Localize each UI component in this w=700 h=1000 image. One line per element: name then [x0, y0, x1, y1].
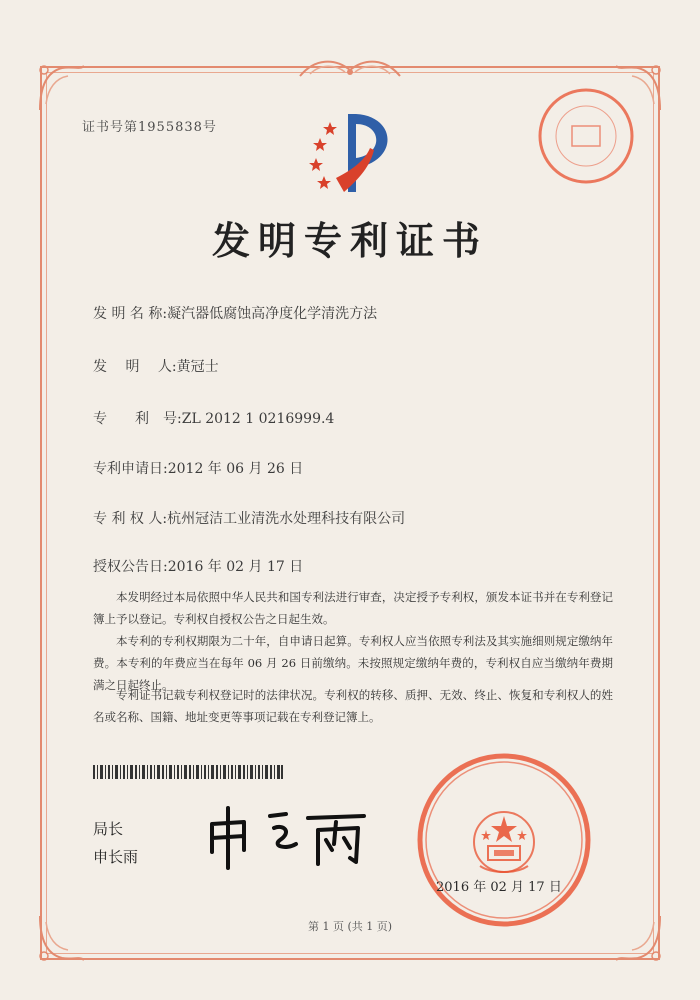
- field-value: 黄冠士: [176, 359, 219, 375]
- field-label: 授权公告日:: [93, 559, 168, 575]
- corner-ornament-icon: [608, 908, 668, 968]
- field-value: 2012 年 06 月 26 日: [167, 461, 304, 477]
- field-label: 专 利 权 人:: [93, 511, 168, 527]
- body-paragraph: 本发明经过本局依照中华人民共和国专利法进行审查，决定授予专利权，颁发本证书并在专利登记簿上予以登记。专利权自授权公告之日起生效。: [93, 590, 613, 626]
- page-number: 第 1 页 (共 1 页): [307, 920, 393, 933]
- field-value: ZL 2012 1 0216999.4: [181, 411, 335, 427]
- field-application-date: [93, 458, 303, 478]
- field-value: 2016 年 02 月 17 日: [167, 559, 304, 575]
- top-ornament-icon: [290, 52, 410, 84]
- field-label: 发 明 名 称:: [93, 306, 168, 322]
- field-inventor: [93, 356, 219, 376]
- corner-ornament-icon: [32, 908, 92, 968]
- tax-stamp-icon: [536, 86, 636, 186]
- field-label: 专 利 号:: [93, 411, 182, 427]
- field-label: 发 明 人:: [93, 359, 177, 375]
- field-patent-number: [93, 408, 334, 428]
- field-grant-date: [93, 556, 303, 576]
- body-paragraph: 本专利的专利权期限为二十年，自申请日起算。专利权人应当依照专利法及其实施细则规定缴纳年费。本专利的年费应当在每年 06 月 26 日前缴纳。未按照规定缴纳年费的，专利权自应当缴纳年费期满之日起终止。: [93, 634, 613, 692]
- field-label: 专利申请日:: [93, 461, 168, 477]
- barcode-icon: [93, 765, 283, 779]
- seal-date: 2016 年 02 月 17 日: [436, 880, 562, 895]
- field-value: 杭州冠洁工业清洗水处理科技有限公司: [167, 511, 406, 527]
- certificate-number: 证书号第1955838号: [82, 120, 217, 135]
- handwritten-signature-icon: [200, 794, 370, 874]
- certificate-title: 发明专利证书: [211, 218, 488, 263]
- signatory-title: 局长: [93, 820, 124, 838]
- field-value: 凝汽器低腐蚀高净度化学清洗方法: [167, 306, 378, 322]
- patent-office-logo-icon: [296, 108, 406, 198]
- official-seal-icon: [414, 750, 594, 930]
- body-paragraph: 专利证书记载专利权登记时的法律状况。专利权的转移、质押、无效、终止、恢复和专利权人的姓名或名称、国籍、地址变更等事项记载在专利登记簿上。: [93, 688, 613, 724]
- field-patentee: [93, 508, 405, 528]
- corner-ornament-icon: [32, 58, 92, 118]
- field-invention-name: [93, 303, 377, 323]
- signatory-name: 申长雨: [93, 848, 139, 866]
